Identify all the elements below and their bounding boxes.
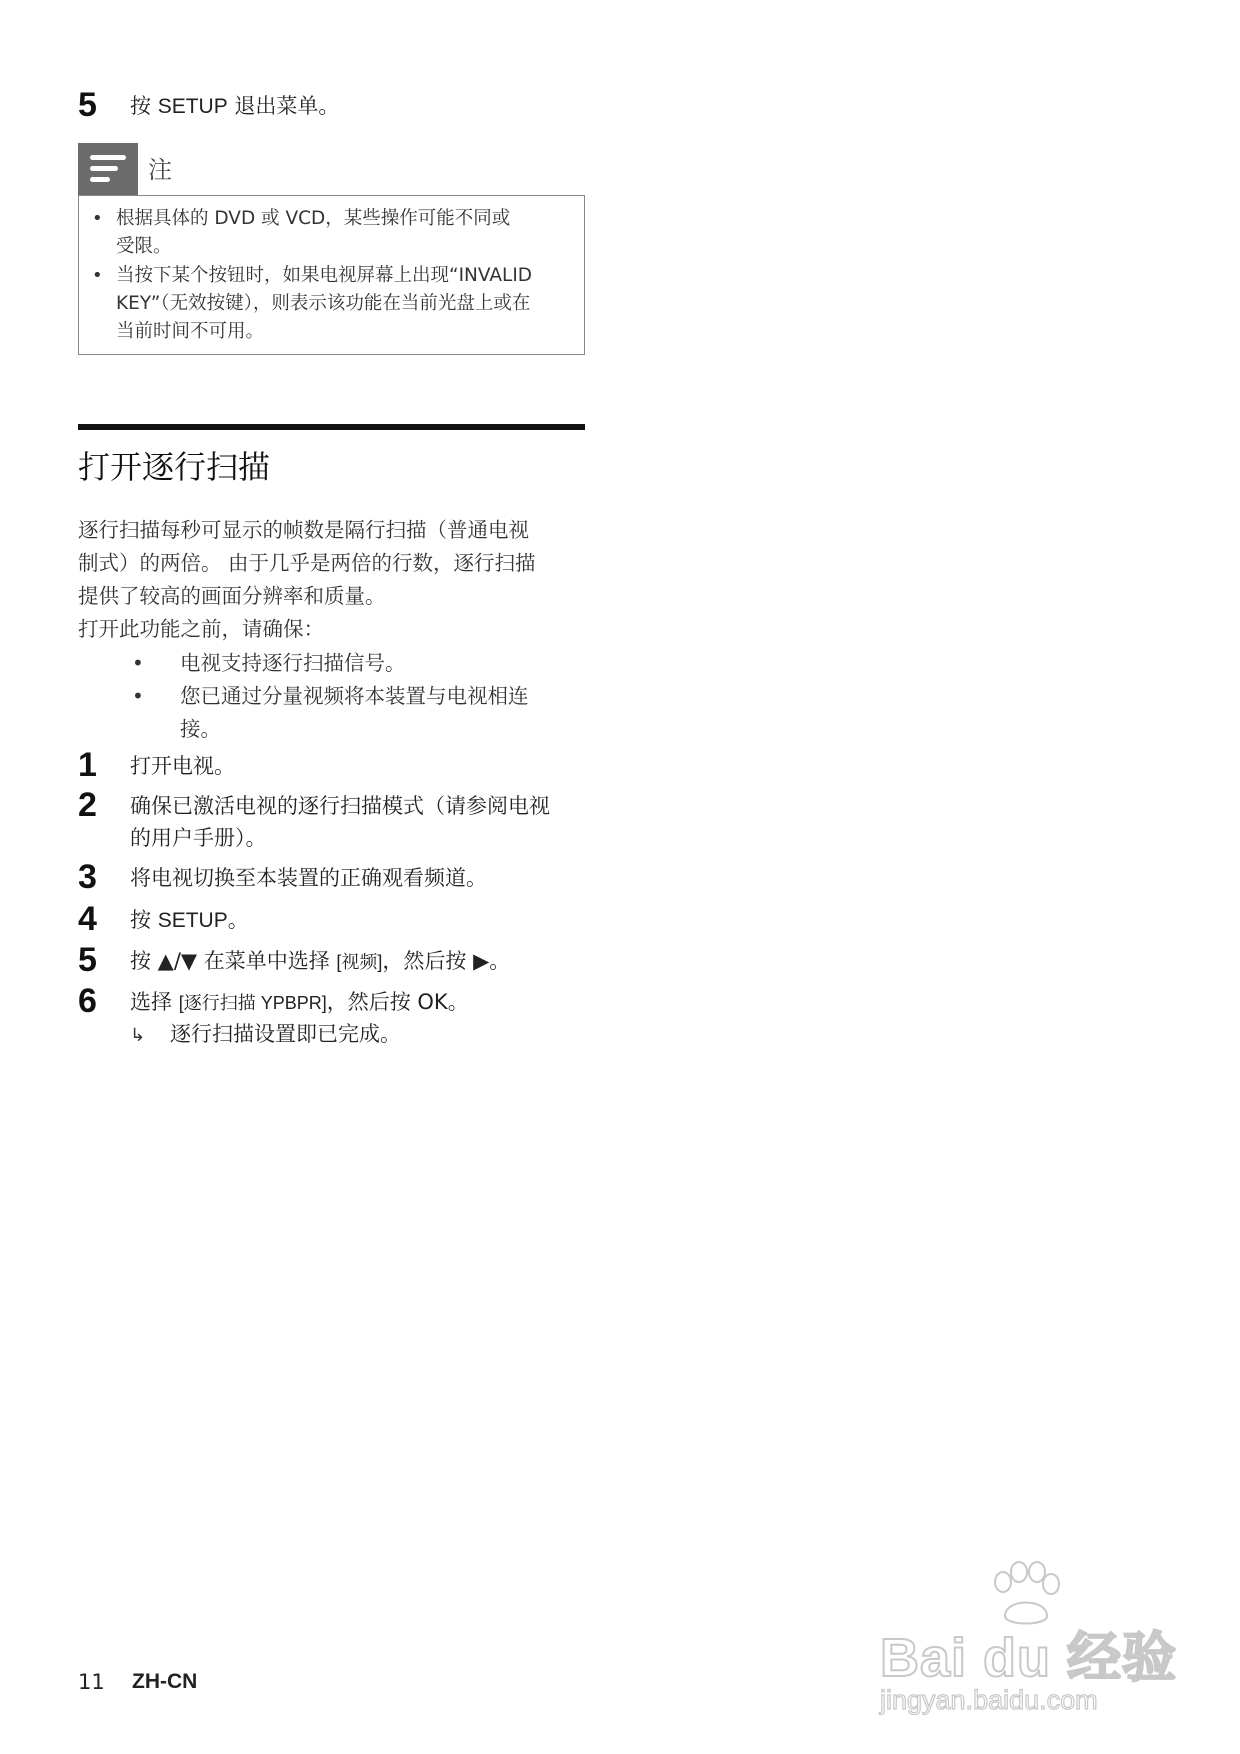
note-item-line: 根据具体的 DVD 或 VCD，某些操作可能不同或 xyxy=(116,208,511,229)
intro-line: 提供了较高的画面分辨率和质量。 xyxy=(78,584,386,608)
bullet-icon: • xyxy=(132,684,144,708)
step-text-post: ，然后按 OK。 xyxy=(326,990,469,1014)
watermark-brand: Bai du 经验 xyxy=(880,1628,1178,1688)
bullet-icon: • xyxy=(92,208,103,229)
step-text xyxy=(130,986,469,1019)
section-rule xyxy=(78,424,585,430)
baidu-watermark xyxy=(880,1560,1180,1720)
step-key: [视频] xyxy=(336,952,383,972)
note-item-line: KEY”（无效按键），则表示该功能在当前光盘上或在 xyxy=(116,293,531,314)
step-number: 4 xyxy=(78,900,97,938)
step-number: 1 xyxy=(78,746,97,784)
result-arrow-icon: ↳ xyxy=(130,1025,146,1046)
bullet-icon: • xyxy=(132,651,144,675)
bullet-text: 电视支持逐行扫描信号。 xyxy=(180,651,406,675)
step-number: 5 xyxy=(78,941,97,979)
step-text-post: 退出菜单。 xyxy=(227,94,340,118)
note-lines-icon xyxy=(78,143,138,195)
intro-line: 打开此功能之前，请确保： xyxy=(78,617,324,641)
bullet-text: 接。 xyxy=(180,717,221,741)
step-text-pre: 选择 xyxy=(130,990,179,1014)
step-key: SETUP xyxy=(157,95,228,118)
step-text: 确保已激活电视的逐行扫描模式（请参阅电视 xyxy=(130,794,550,818)
result-text: 逐行扫描设置即已完成。 xyxy=(170,1022,401,1046)
note-item-line: 当按下某个按钮时，如果电视屏幕上出现“INVALID xyxy=(116,265,533,286)
language-code: ZH-CN xyxy=(132,1670,198,1693)
watermark-url: jingyan.baidu.com xyxy=(880,1685,1098,1715)
bullet-icon: • xyxy=(92,265,103,286)
step-text-pre: 按 ▲/▼ 在菜单中选择 xyxy=(130,949,337,973)
note-item-line: 受限。 xyxy=(116,236,172,257)
step-number: 3 xyxy=(78,858,97,896)
intro-line: 逐行扫描每秒可显示的帧数是隔行扫描（普通电视 xyxy=(78,518,529,542)
intro-line: 制式）的两倍。 由于几乎是两倍的行数，逐行扫描 xyxy=(78,551,536,575)
page-number: 11 xyxy=(78,1670,105,1694)
step-text-post: ，然后按 ▶。 xyxy=(382,949,511,973)
step-text xyxy=(130,945,510,978)
step-text: 将电视切换至本装置的正确观看频道。 xyxy=(130,866,487,890)
step-key: SETUP xyxy=(157,909,228,932)
step-number: 2 xyxy=(78,786,97,824)
step-text xyxy=(130,904,249,937)
bullet-text: 您已通过分量视频将本装置与电视相连 xyxy=(180,684,529,708)
step-text-pre: 按 xyxy=(130,908,158,932)
step-text: 的用户手册）。 xyxy=(130,826,267,850)
note-item-line: 当前时间不可用。 xyxy=(116,321,265,342)
note-title: 注 xyxy=(148,156,172,184)
step-number: 5 xyxy=(78,86,97,124)
step-number: 6 xyxy=(78,982,97,1020)
section-heading: 打开逐行扫描 xyxy=(78,448,271,486)
step-text xyxy=(130,90,339,123)
step-text-pre: 按 xyxy=(130,94,158,118)
step-key: [逐行扫描 YPBPR] xyxy=(178,993,327,1013)
step-text-post: 。 xyxy=(227,908,249,932)
step-text: 打开电视。 xyxy=(130,754,235,778)
